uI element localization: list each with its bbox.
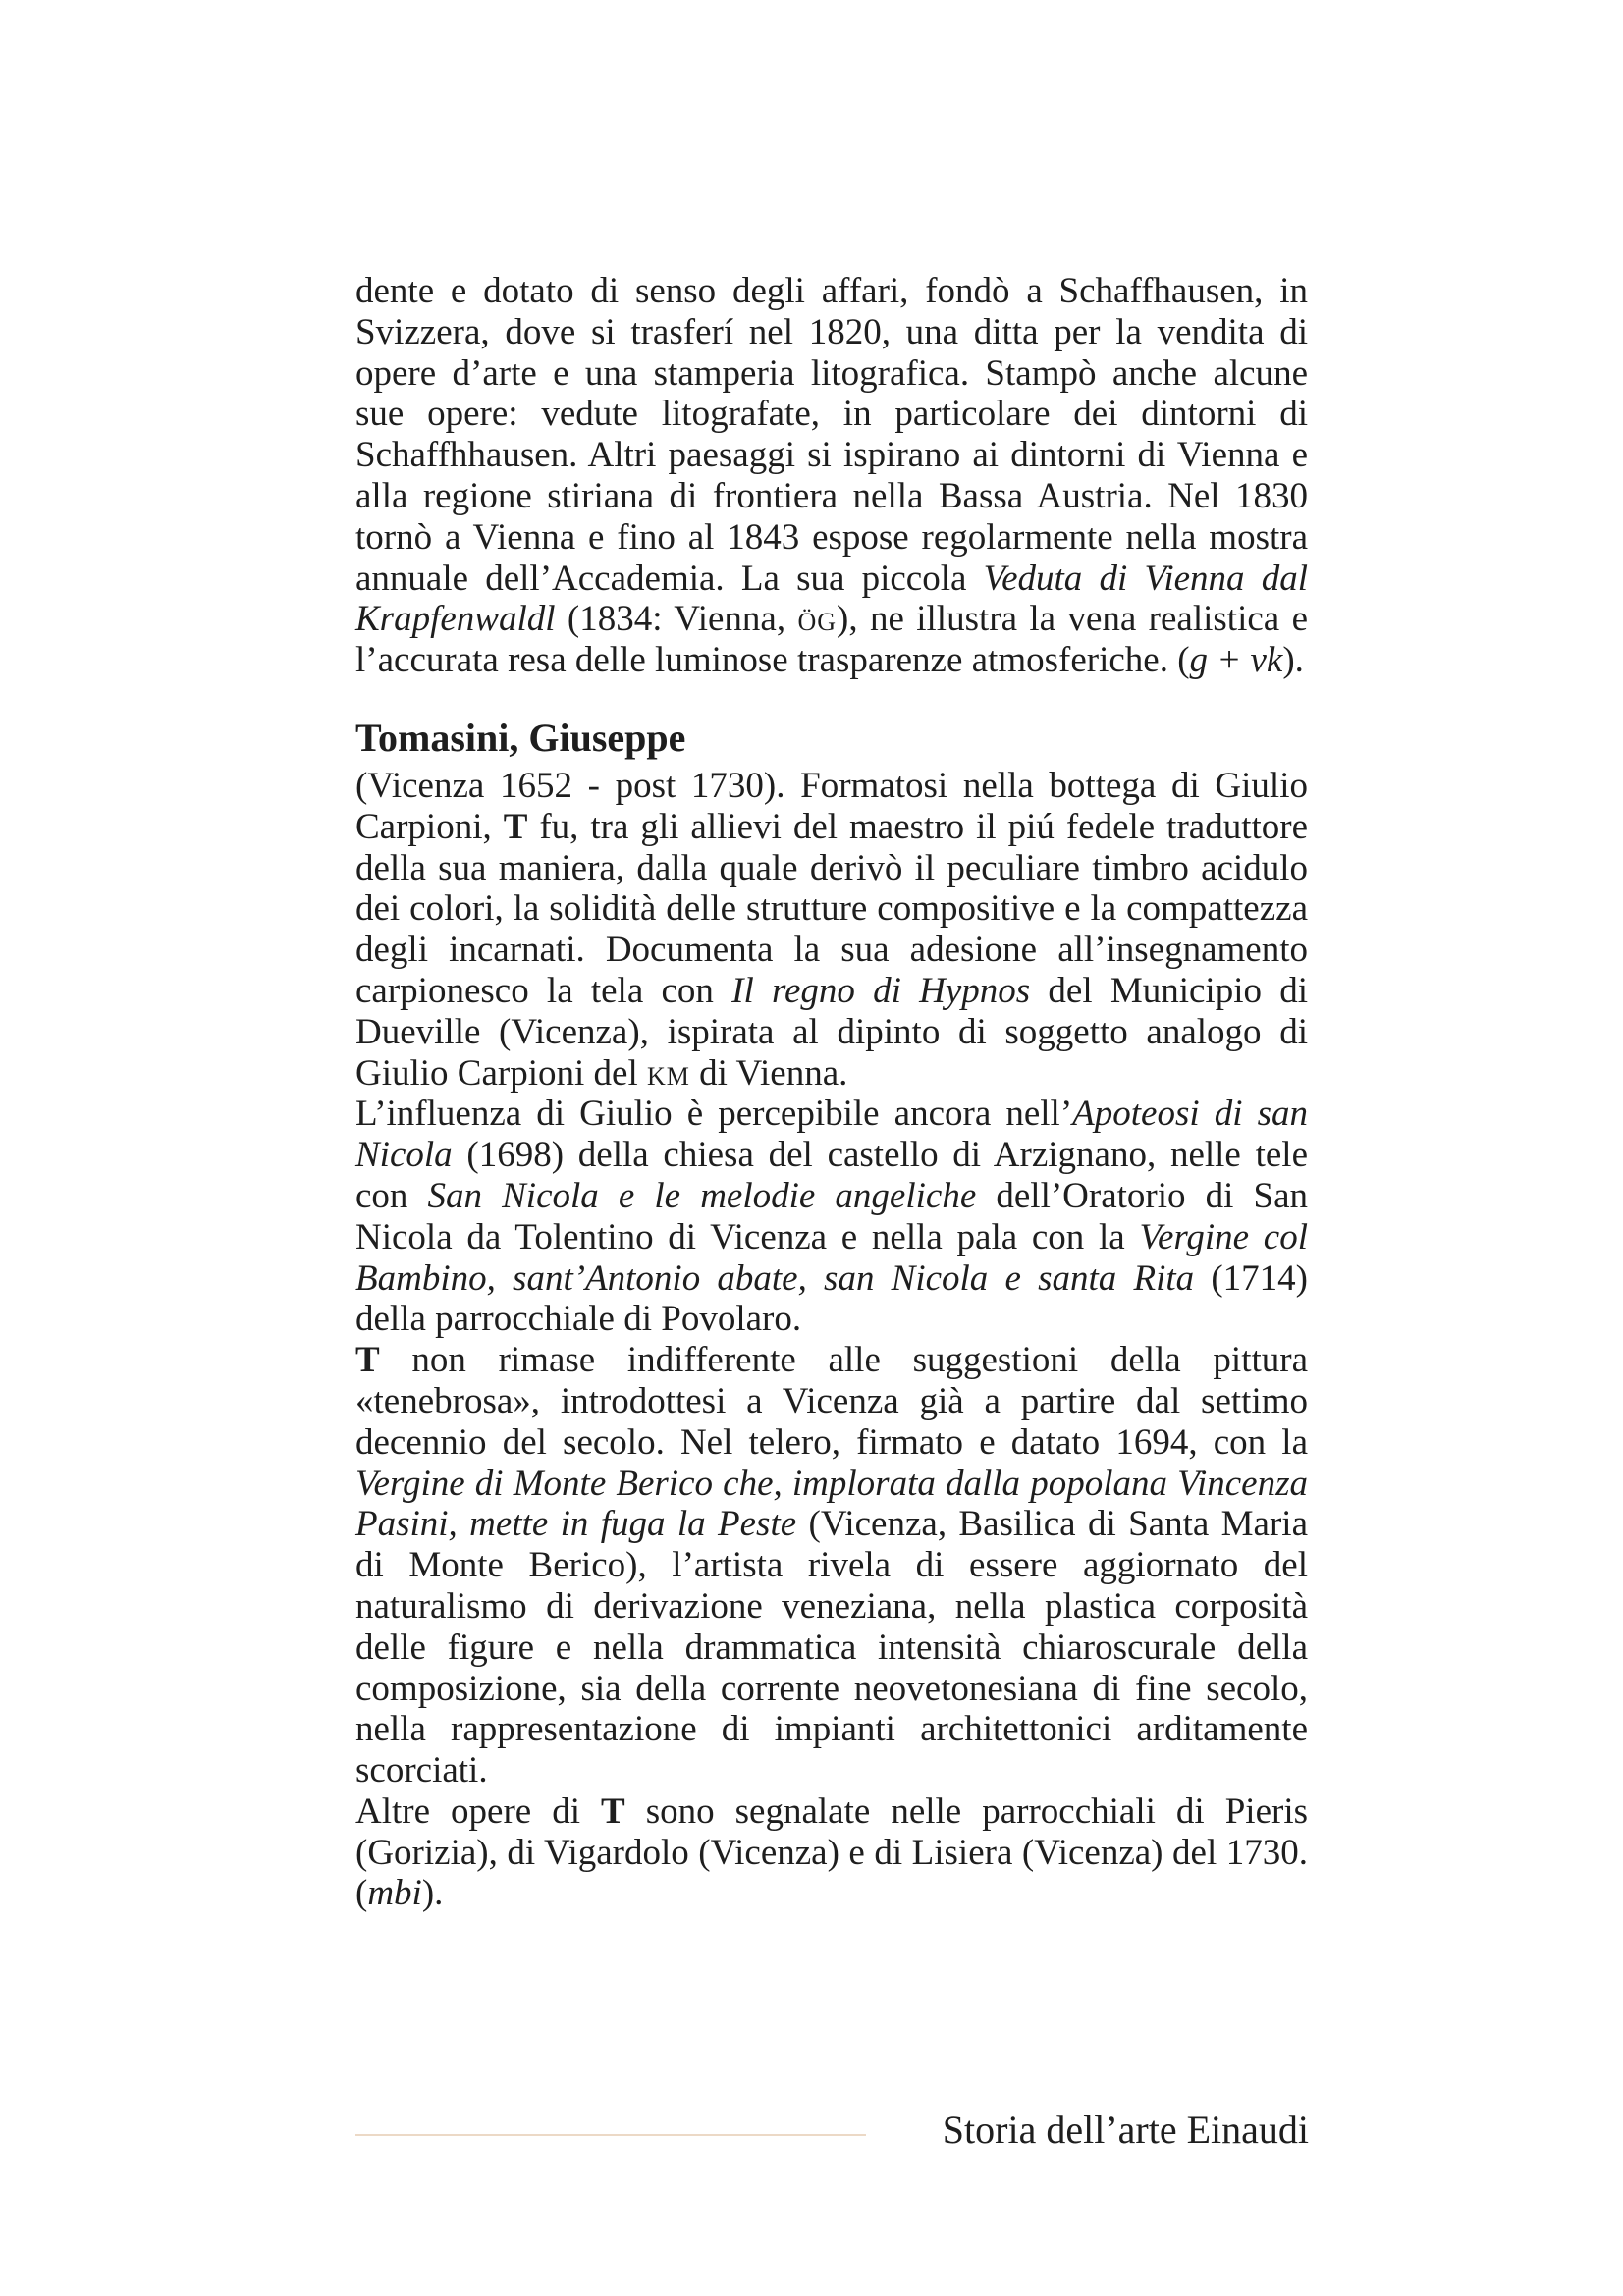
text-run: ). (1282, 640, 1304, 681)
artwork-title: Vergine di Monte Berico che, implorata dalla popolana Vincenza Pasini, mette in fuga la Peste (355, 1463, 1308, 1545)
text-run: fu, tra gli allievi del maestro il piú fedele traduttore della sua maniera, dalla quale derivò il peculiare timbro acidulo dei colori, la solidità delle strutture compositive e la compattezza degli incarnati. Documenta la sua adesione all’insegnamento carpionesco la tela con (355, 806, 1309, 1011)
entry-heading: Tomasini, Giuseppe (355, 715, 686, 760)
artwork-title: Il regno di Hypnos (731, 970, 1031, 1011)
text-run: (1714) della parrocchiale di Povolaro. (355, 1257, 1308, 1340)
text-run: non rimase indifferente alle suggestioni della pittura «tenebrosa», introdottesi a Vicenza già a partire dal settimo decennio del secolo. Nel telero, firmato e datato 1694, con la (355, 1340, 1308, 1463)
text-run: L’influenza di Giulio è percepibile ancora nell’ (355, 1094, 1073, 1135)
artwork-title: Apoteosi di san Nicola (355, 1094, 1308, 1176)
continuation-paragraph (355, 271, 1308, 681)
text-run: di Vienna. (689, 1052, 848, 1094)
text-run: sono segnalate nelle parrocchiali di Pieris (Gorizia), di Vigardolo (Vicenza) e di Lisiera (Vicenza) del 1730. ( (355, 1790, 1308, 1914)
entry-paragraph-3 (355, 1340, 1308, 1791)
text-run: Altre opere di (355, 1790, 602, 1832)
text-run: (Vicenza 1652 - post 1730). Formatosi nella bottega di Giulio Carpioni, (355, 765, 1308, 847)
subject-abbreviation: T (601, 1790, 625, 1832)
entry-paragraph-1 (355, 766, 1308, 1094)
text-column (355, 271, 1308, 1914)
entry-paragraph-4 (355, 1791, 1308, 1914)
museum-abbreviation: ög (797, 599, 838, 640)
text-run: del Municipio di Dueville (Vicenza), ispirata al dipinto di soggetto analogo di Giulio Carpioni del (355, 970, 1308, 1094)
footer-publication-title: Storia dell’arte Einaudi (942, 2108, 1309, 2152)
text-run: ). (421, 1873, 444, 1914)
text-run: (1698) della chiesa del castello di Arzignano, nelle tele con (355, 1135, 1308, 1216)
author-signature: mbi (367, 1873, 422, 1914)
museum-abbreviation: km (647, 1052, 690, 1094)
text-run: dell’Oratorio di San Nicola da Tolentino di Vicenza e nella pala con la (355, 1175, 1308, 1257)
artwork-title: San Nicola e le melodie angeliche (427, 1175, 977, 1216)
subject-abbreviation: T (503, 806, 528, 847)
footer-rule (355, 2134, 866, 2136)
entry-paragraph-2 (355, 1094, 1308, 1340)
text-run: ), ne illustra la vena realistica e l’accurata resa delle luminose trasparenze atmosferiche. ( (355, 599, 1308, 681)
text-run: (1834: Vienna, (555, 599, 798, 640)
text-run: dente e dotato di senso degli affari, fondò a Schaffhausen, in Svizzera, dove si trasferí nel 1820, una ditta per la vendita di opere d’arte e una stamperia litografica. Stampò anche alcune sue opere: vedute litografate, in particolare dei dintorni di Schaffhhausen. Altri paesaggi si ispirano ai dintorni di Vienna e alla regione stiriana di frontiera nella Bassa Austria. Nel 1830 tornò a Vienna e fino al 1843 espose regolarmente nella mostra annuale dell’Accademia. La sua piccola (355, 271, 1308, 599)
text-run: (Vicenza, Basilica di Santa Maria di Monte Berico), l’artista rivela di essere aggiornato del naturalismo di derivazione veneziana, nella plastica corposità delle figure e nella drammatica intensità chiaroscurale della composizione, sia della corrente neovetonesiana di fine secolo, nella rappresentazione di impianti architettonici arditamente scorciati. (355, 1504, 1308, 1791)
author-signature: g + vk (1189, 640, 1283, 681)
artwork-title: Veduta di Vienna dal Krapfenwaldl (355, 558, 1308, 640)
artwork-title: Vergine col Bambino, sant’Antonio abate, san Nicola e santa Rita (355, 1216, 1309, 1299)
subject-abbreviation: T (355, 1340, 380, 1381)
